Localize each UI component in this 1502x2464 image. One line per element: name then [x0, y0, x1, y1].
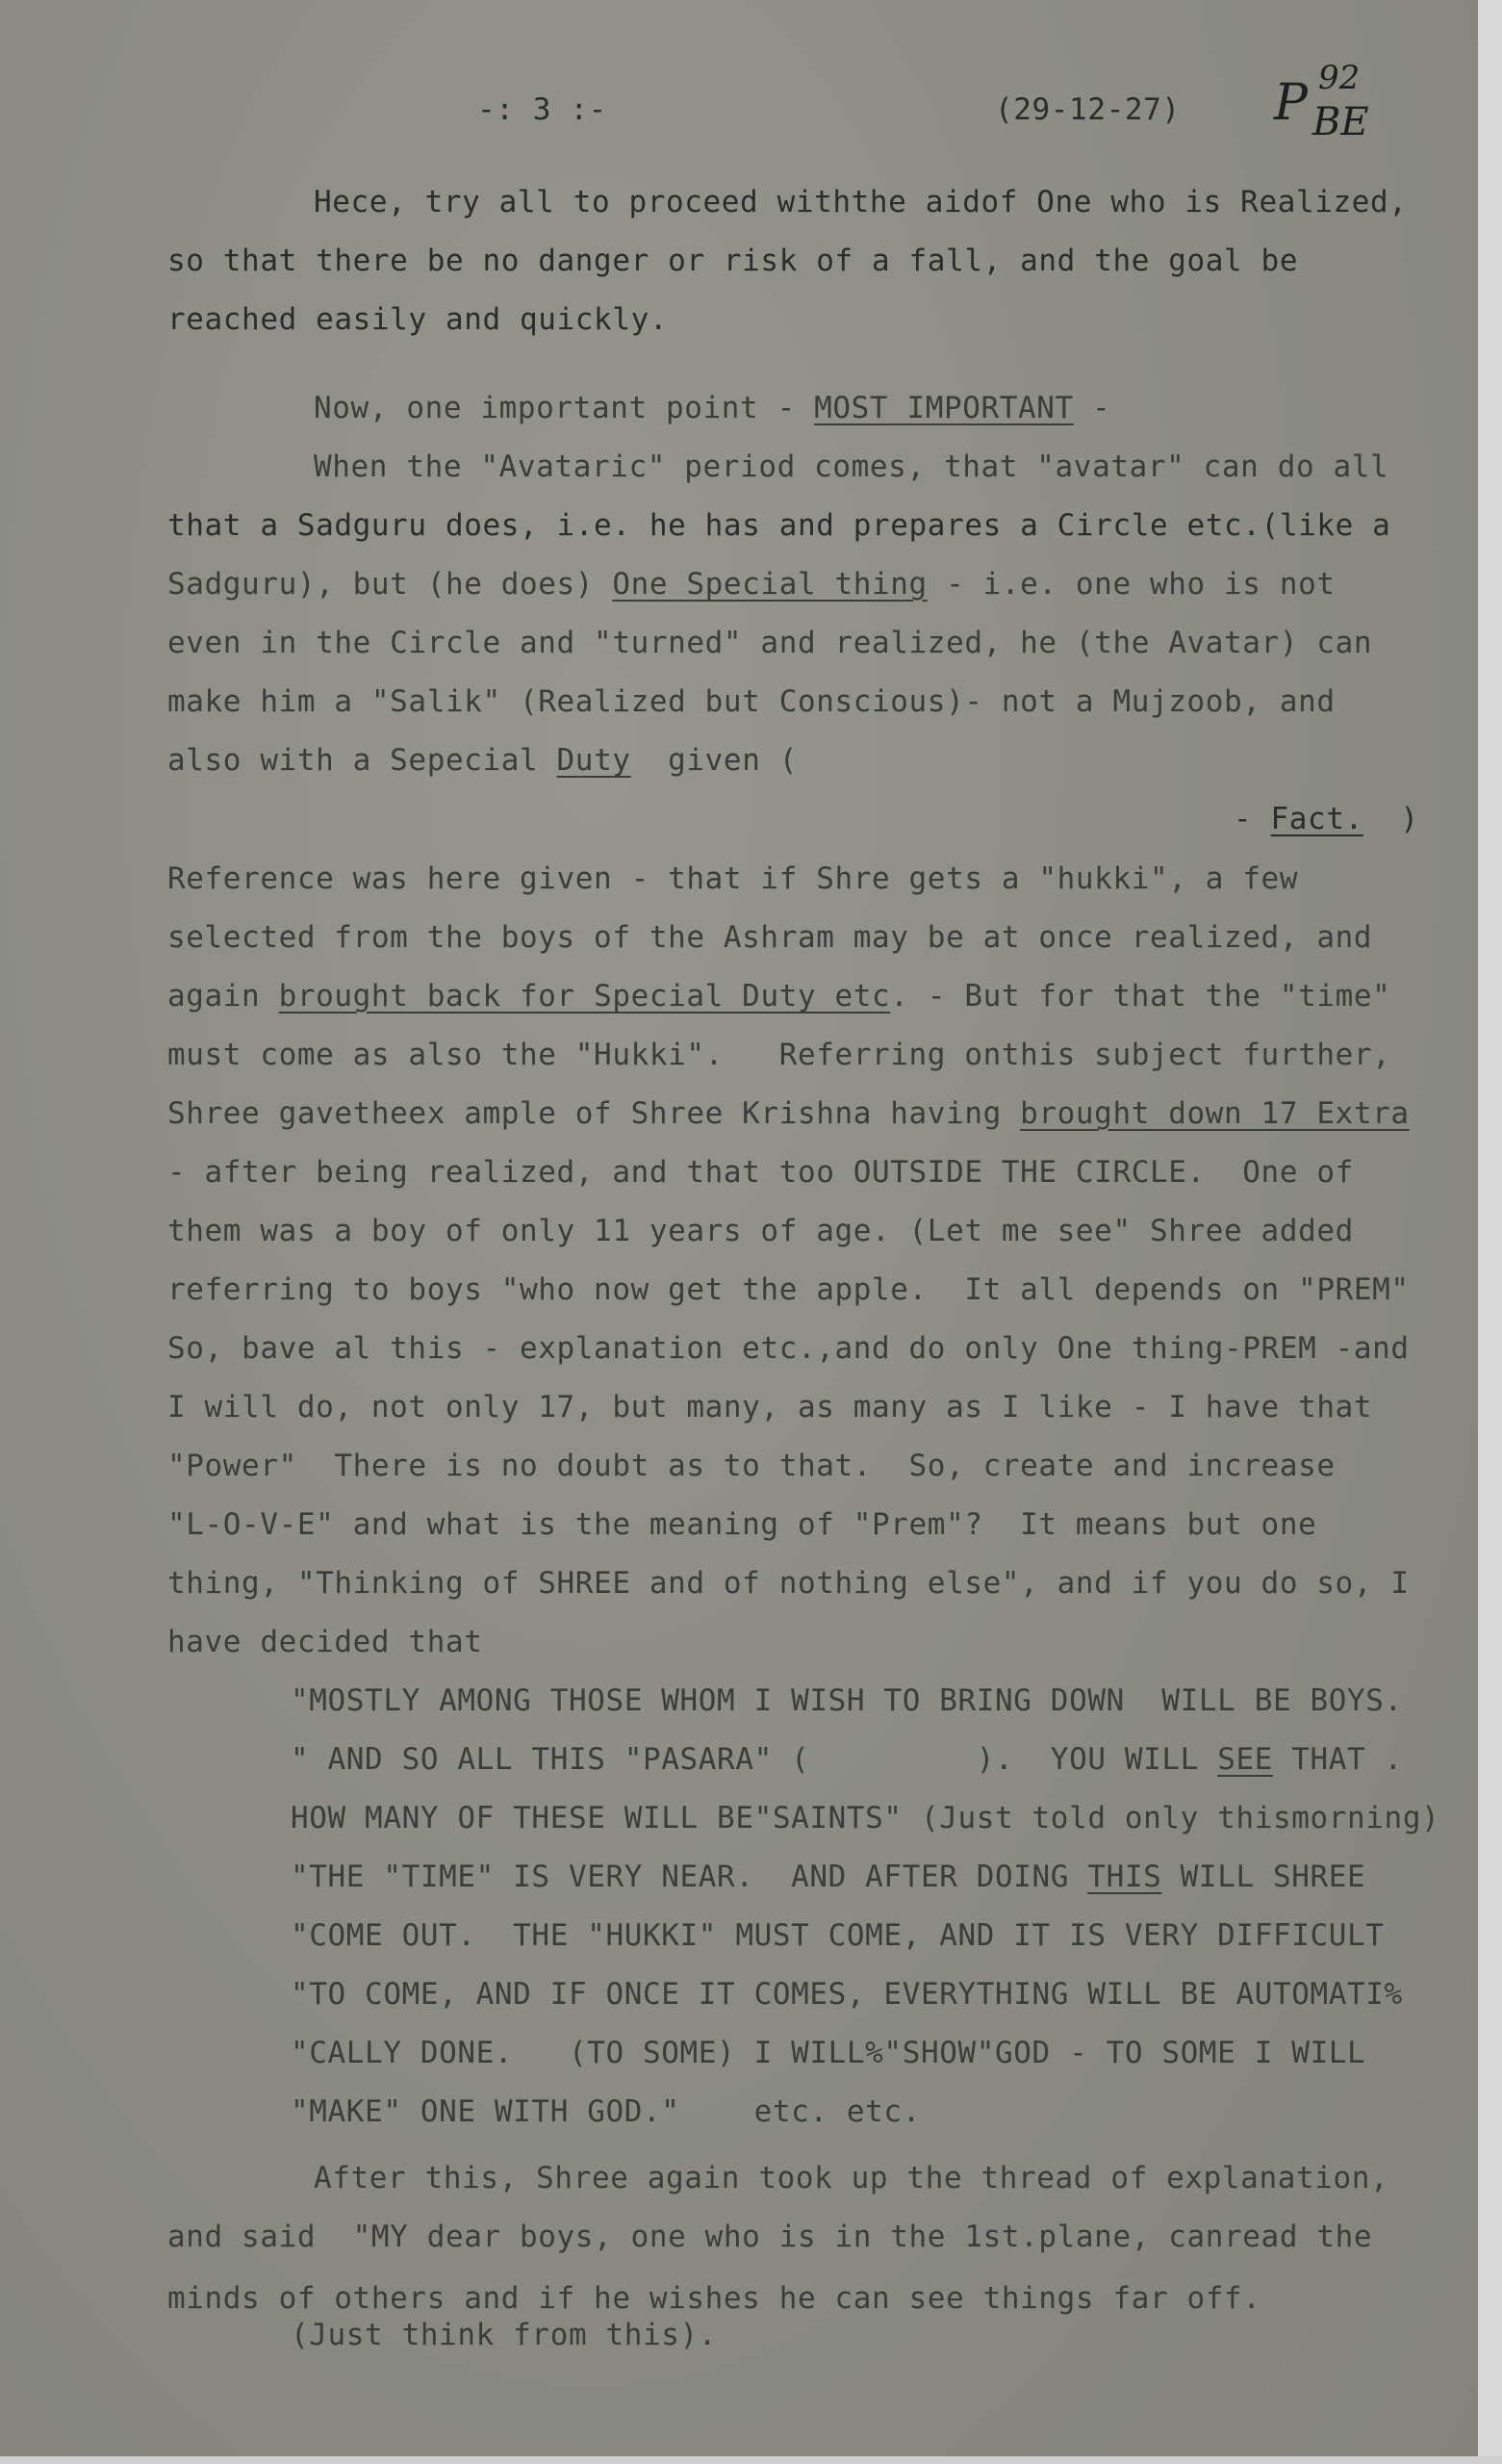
- brought-back-underlined: brought back for Special Duty etc: [278, 979, 891, 1014]
- p4-line-1: After this, Shree again took up the thread of explanation,: [314, 2161, 1389, 2195]
- duty-underlined: Duty: [556, 743, 631, 778]
- quote-line-5: "COME OUT. THE "HUKKI" MUST COME, AND IT IS VERY DIFFICULT: [291, 1918, 1385, 1953]
- p3-line-3: [167, 979, 1390, 1014]
- fact-underlined: Fact.: [1270, 802, 1363, 836]
- quote-line-2: [291, 1742, 1403, 1777]
- quote-line-4-text: "THE "TIME" IS VERY NEAR. AND AFTER DOING: [291, 1860, 1088, 1894]
- fact-dash: -: [1234, 802, 1271, 836]
- p3-line-12: "L-O-V-E" and what is the meaning of "Prem"? It means but one: [167, 1507, 1317, 1542]
- handwritten-page-mark: [1268, 60, 1393, 156]
- p3-line-1: Reference was here given - that if Shre gets a "hukki", a few: [167, 861, 1299, 896]
- p3-line-5-text: Shree gavetheex ample of Shree Krishna having: [167, 1096, 1021, 1131]
- p2-line-4-rest: - i.e. one who is not: [927, 567, 1336, 602]
- most-important-underlined: MOST IMPORTANT: [814, 391, 1074, 425]
- quote-line-2-text: " AND SO ALL THIS "PASARA" ( ). YOU WILL: [291, 1742, 1218, 1777]
- p1-line-1: Hece, try all to proceed withthe aidof One who is Realized,: [314, 185, 1408, 219]
- p2-line-7-rest: given (: [630, 743, 798, 778]
- p3-line-2: selected from the boys of the Ashram may be at once realized, and: [167, 920, 1373, 955]
- p3-line-5: [167, 1096, 1410, 1131]
- p2-line-1-dash: -: [1073, 391, 1111, 425]
- see-underlined: SEE: [1217, 1742, 1273, 1777]
- quote-line-4-rest: WILL SHREE: [1161, 1860, 1366, 1894]
- quote-line-2-rest: THAT .: [1272, 1742, 1403, 1777]
- p1-line-3: reached easily and quickly.: [167, 302, 669, 337]
- p3-line-9: So, bave al this - explanation etc.,and do only One thing-PREM -and: [167, 1331, 1410, 1366]
- quote-line-6: "TO COME, AND IF ONCE IT COMES, EVERYTHING WILL BE AUTOMATI%: [291, 1977, 1403, 2012]
- p3-line-7: them was a boy of only 11 years of age. (Let me see" Shree added: [167, 1214, 1354, 1248]
- handwritten-number: 92: [1318, 60, 1361, 97]
- p3-line-8: referring to boys "who now get the apple. It all depends on "PREM": [167, 1272, 1410, 1307]
- p3-line-10: I will do, not only 17, but many, as many as I like - I have that: [167, 1390, 1373, 1424]
- one-special-thing-underlined: One Special thing: [612, 567, 928, 602]
- p3-line-3-rest: . - But for that the "time": [890, 979, 1391, 1014]
- quote-line-8: "MAKE" ONE WITH GOD." etc. etc.: [291, 2094, 921, 2129]
- p2-line-7: [167, 743, 798, 778]
- p2-line-7-text: also with a Sepecial: [167, 743, 557, 778]
- p4-line-2: and said "MY dear boys, one who is in the 1st.plane, canread the: [167, 2220, 1373, 2254]
- p2-line-3: that a Sadguru does, i.e. he has and prepares a Circle etc.(like a: [167, 508, 1391, 543]
- p3-line-3-text: again: [167, 979, 279, 1014]
- handwritten-code: BE: [1312, 100, 1369, 144]
- p2-line-4-text: Sadguru), but (he does): [167, 567, 613, 602]
- p2-line-5: even in the Circle and "turned" and realized, he (the Avatar) can: [167, 626, 1373, 660]
- quote-line-1: "MOSTLY AMONG THOSE WHOM I WISH TO BRING DOWN WILL BE BOYS.: [291, 1683, 1403, 1718]
- quote-line-7: "CALLY DONE. (TO SOME) I WILL%"SHOW"GOD - TO SOME I WILL: [291, 2036, 1366, 2070]
- handwritten-p: P: [1274, 74, 1308, 132]
- p3-line-14: have decided that: [167, 1625, 483, 1659]
- quote-line-4: [291, 1860, 1365, 1894]
- p2-line-4: [167, 567, 1336, 602]
- p2-line-8: [1234, 802, 1419, 836]
- p3-line-13: thing, "Thinking of SHREE and of nothing else", and if you do so, I: [167, 1566, 1410, 1601]
- fact-close: ): [1362, 802, 1419, 836]
- p1-line-2: so that there be no danger or risk of a fall, and the goal be: [167, 244, 1299, 278]
- p2-line-1-text: Now, one important point -: [314, 391, 815, 425]
- p2-line-1: [314, 391, 1110, 425]
- p3-line-4: must come as also the "Hukki". Referring onthis subject further,: [167, 1038, 1391, 1072]
- p4-line-3: minds of others and if he wishes he can see things far off.: [167, 2281, 1261, 2316]
- p2-line-6: make him a "Salik" (Realized but Conscious)- not a Mujzoob, and: [167, 684, 1336, 719]
- p3-line-11: "Power" There is no doubt as to that. So, create and increase: [167, 1449, 1336, 1483]
- p2-line-2: When the "Avataric" period comes, that "avatar" can do all: [314, 449, 1389, 484]
- this-underlined: THIS: [1087, 1860, 1162, 1894]
- scan-edge-bottom: [0, 2456, 1502, 2464]
- p3-line-6: - after being realized, and that too OUTSIDE THE CIRCLE. One of: [167, 1155, 1354, 1190]
- p4-line-4: (Just think from this).: [291, 2318, 718, 2352]
- scan-edge-right: [1478, 0, 1502, 2464]
- page-date: (29-12-27): [995, 92, 1181, 127]
- quote-line-3: HOW MANY OF THESE WILL BE"SAINTS" (Just told only thismorning): [291, 1801, 1440, 1835]
- page-number: -: 3 :-: [477, 92, 607, 127]
- brought-down-underlined: brought down 17 Extra: [1020, 1096, 1410, 1131]
